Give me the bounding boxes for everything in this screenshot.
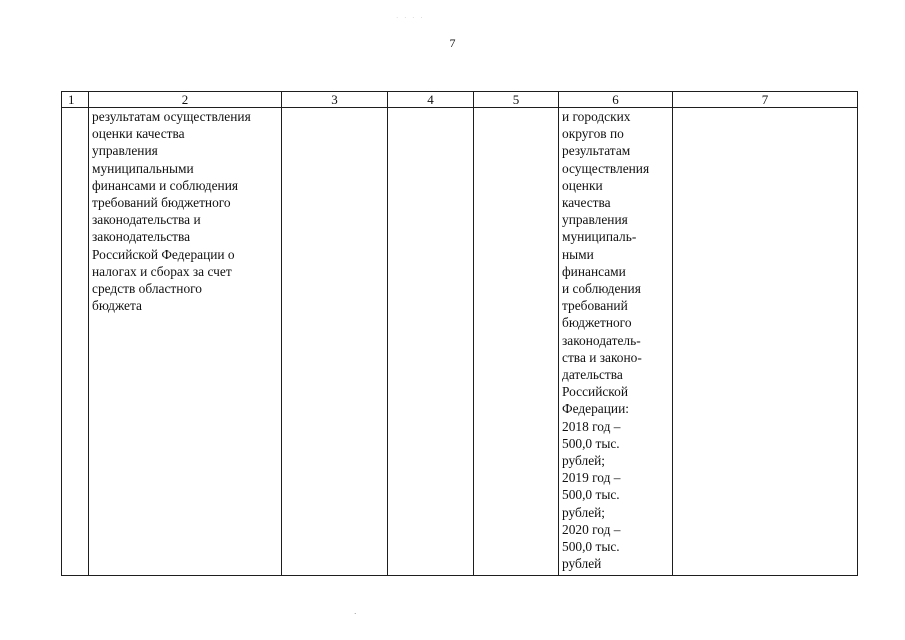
document-table bbox=[61, 91, 858, 576]
column-header-2: 2 bbox=[89, 92, 282, 108]
column-header-6: 6 bbox=[559, 92, 673, 108]
column-header-5: 5 bbox=[474, 92, 559, 108]
cell-col-5 bbox=[474, 108, 559, 576]
scan-artifact: · bbox=[354, 610, 359, 618]
header-row bbox=[62, 92, 858, 108]
cell-col-6-text: и городских округов по результатам осуществления оценки качества управления муниципаль- ными финансами и соблюдения требований бюджетного законодатель- ства и законо- дательства Российской Федерации: 2018 год – 500,0 тыс. рублей; 2019 год – 500,0 тыс. рублей; 2020 год – 500,0 тыс. рублей bbox=[562, 109, 650, 572]
cell-col-2-text: результатам осуществления оценки качества управления муниципальными финансами и соблюдения требований бюджетного законодательства и законодательства Российской Федерации о налогах и сборах за счет средств областного бюджета bbox=[92, 109, 251, 314]
column-header-4: 4 bbox=[388, 92, 474, 108]
cell-col-2 bbox=[89, 108, 282, 576]
table-row bbox=[62, 108, 858, 576]
cell-col-6 bbox=[559, 108, 673, 576]
cell-col-1 bbox=[62, 108, 89, 576]
scan-artifact: · · · · bbox=[396, 14, 425, 22]
cell-col-7 bbox=[673, 108, 858, 576]
column-header-3: 3 bbox=[282, 92, 388, 108]
column-header-1: 1 bbox=[62, 92, 89, 108]
cell-col-4 bbox=[388, 108, 474, 576]
column-header-7: 7 bbox=[673, 92, 858, 108]
page-number: 7 bbox=[449, 36, 456, 50]
cell-col-3 bbox=[282, 108, 388, 576]
